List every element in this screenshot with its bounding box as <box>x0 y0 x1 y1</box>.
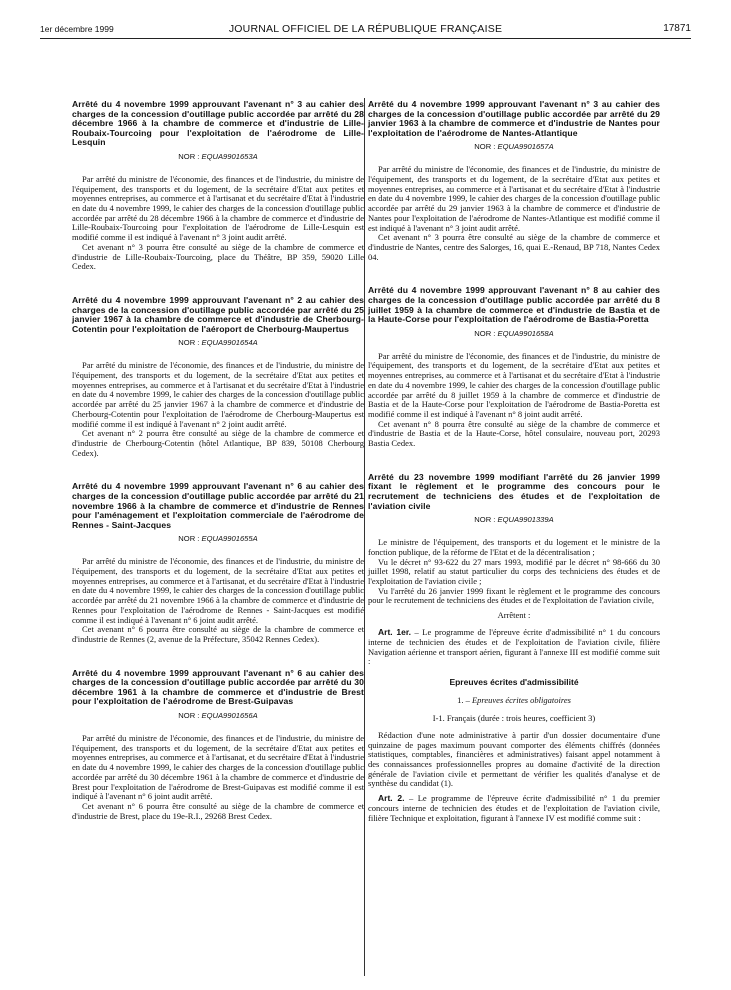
arretent-label: Arrêtent : <box>497 610 531 621</box>
decree-cherbourg <box>72 296 364 458</box>
item-description: Rédaction d'une note administrative à partir d'un dossier documentaire d'une quinzaine de pages maximum pouvant comporter des éléments chiffrés (données statistiques, comptables, financières et administratives) faisant appel notamment à des connaissances professionnelles propres au domaine d'activité de la direction générale de l'aviation civile et permettant de vérifier les qualités d'analyse et de synthèse du candidat (1). <box>368 729 660 789</box>
nor-reference <box>368 142 660 151</box>
nor-label: NOR : <box>474 515 496 525</box>
decree-paragraph: Par arrêté du ministre de l'économie, des finances et de l'industrie, du ministre de l'équipement, des transports et du logement, de la secrétaire d'Etat aux petites et moyennes entreprises, au commerce et à l'artisanat et du secrétaire d'Etat à l'industrie en date du 4 novembre 1999, le cahier des charges de la concession d'outillage public accordée par arrêté du 29 janvier 1963 à la chambre de commerce et d'industrie de Nantes pour l'exploitation de l'aérodrome de Nantes-Atlantique est modifié comme il est indiqué à l'avenant n° 3 joint audit arrêté. <box>368 164 660 233</box>
article-1-label: Art. 1er. <box>378 627 412 638</box>
article-1-text: – Le programme de l'épreuve écrite d'admissibilité n° 1 du concours interne de technicien des études et de l'exploitation de l'aviation civile, filière Navigation aérienne et transport aérien, figurant à l'annexe III est modifié comme suit : <box>368 627 661 667</box>
nor-reference <box>368 329 660 338</box>
decree-paragraph: Par arrêté du ministre de l'économie, des finances et de l'industrie, du ministre de l'équipement, des transports et du logement, de la secrétaire d'Etat aux petites et moyennes entreprises, au commerce et à l'artisanat et du secrétaire d'Etat à l'industrie en date du 4 novembre 1999, le cahier des charges de la concession d'outillage public accordée par arrêté du 28 décembre 1966 à la chambre de commerce et d'industrie de Lille-Roubaix-Tourcoing pour l'exploitation de l'aérodrome de Lille-Lesquin est modifié comme il est indiqué à l'avenant n° 3 joint audit arrêté. <box>72 173 364 243</box>
decree-title: Arrêté du 4 novembre 1999 approuvant l'avenant n° 8 au cahier des charges de la concession d'outillage public accordée par arrêté du 8 juillet 1959 à la chambre de commerce et d'industrie de Bastia et de la Haute-Corse pour l'exploitation de l'aérodrome de Bastia-Poretta <box>368 285 660 325</box>
decree-brest <box>72 669 364 822</box>
preamble-paragraph: Le ministre de l'équipement, des transports et du logement et le ministre de la fonction publique, de la réforme de l'Etat et de la décentralisation ; <box>368 537 660 557</box>
nor-label: NOR : <box>474 328 496 338</box>
nor-code: EQUA9901657A <box>497 142 554 152</box>
nor-label: NOR : <box>178 711 200 721</box>
section-heading <box>368 695 660 705</box>
decree-title: Arrêté du 4 novembre 1999 approuvant l'avenant n° 6 au cahier des charges de la concession d'outillage public accordée par arrêté du 30 décembre 1961 à la chambre de commerce et d'industrie de Brest pour l'exploitation de l'aérodrome de Brest-Guipavas <box>72 667 364 707</box>
nor-label: NOR : <box>178 151 200 161</box>
nor-code: EQUA9901656A <box>201 711 258 721</box>
decree-paragraph: Par arrêté du ministre de l'économie, des finances et de l'industrie, du ministre de l'équipement, des transports et du logement, de la secrétaire d'Etat aux petites et moyennes entreprises, au commerce et à l'artisanat, et du secrétaire d'Etat à l'industrie en date du 4 novembre 1999, le cahier des charges de la concession d'outillage public accordée par arrêté du 21 novembre 1966 à la chambre de commerce et d'industrie de Rennes pour l'exploitation de l'aérodrome de Rennes - Saint-Jacques est modifié comme il est indiqué à l'avenant n° 6 joint audit arrêté. <box>72 556 364 625</box>
nor-code: EQUA9901654A <box>201 338 258 348</box>
visa-paragraph: Vu le décret n° 93-622 du 27 mars 1993, modifié par le décret n° 98-666 du 30 juillet 1998, relatif au statut particulier du corps des techniciens des études et de l'exploitation de l'aviation civile ; <box>368 556 660 586</box>
decree-title: Arrêté du 4 novembre 1999 approuvant l'avenant n° 2 au cahier des charges de la concession d'outillage public accordée par arrêté du 25 janvier 1967 à la chambre de commerce et d'industrie de Cherbourg-Cotentin pour l'exploitation de l'aéroport de Cherbourg-Maupertus <box>72 295 364 334</box>
decree-title: Arrêté du 23 novembre 1999 modifiant l'arrêté du 26 janvier 1999 fixant le règlement et le programme des concours pour le recrutement de techniciens des études et de l'exploitation de l'aviation civile <box>368 471 660 511</box>
right-column <box>368 100 660 823</box>
nor-code: EQUA9901339A <box>497 515 554 525</box>
decree-rennes <box>72 482 364 644</box>
decree-paragraph: Par arrêté du ministre de l'économie, des finances et de l'industrie, du ministre de l'équipement, des transports et du logement, de la secrétaire d'Etat aux petites et moyennes entreprises, au commerce et à l'artisanat et du secrétaire d'Etat à l'industrie en date du 4 novembre 1999, le cahier des charges de la concession d'outillage public accordée par arrêté du 8 juillet 1959 à la chambre de commerce et d'industrie de Bastia et de la Haute-Corse pour l'exploitation de l'aérodrome de Bastia-Poretta est modifié comme il est indiqué à l'avenant n° 8 joint audit arrêté. <box>368 350 660 419</box>
nor-reference <box>72 152 364 161</box>
nor-label: NOR : <box>474 142 496 152</box>
decree-title: Arrêté du 4 novembre 1999 approuvant l'avenant n° 6 au cahier des charges de la concession d'outillage public accordée par arrêté du 21 novembre 1966 à la chambre de commerce et d'industrie de Rennes pour l'aménagement et l'exploitation commerciale de l'aérodrome de Rennes - Saint-Jacques <box>72 481 364 530</box>
decree-lille <box>72 100 364 272</box>
nor-code: EQUA9901655A <box>201 534 258 544</box>
nor-reference <box>72 534 364 543</box>
page-header <box>40 22 691 39</box>
article-2 <box>368 794 660 823</box>
column-divider <box>364 98 365 976</box>
left-column <box>72 100 364 821</box>
article-2-label: Art. 2. <box>378 793 405 804</box>
decree-bastia <box>368 286 660 448</box>
decree-paragraph: Cet avenant n° 2 pourra être consulté au siège de la chambre de commerce et d'industrie de Cherbourg-Cotentin (hôtel Atlantique, BP 839, 50108 Cherbourg Cedex). <box>72 428 364 458</box>
decree-title: Arrêté du 4 novembre 1999 approuvant l'avenant n° 3 au cahier des charges de la concession d'outillage public accordée par arrêté du 28 décembre 1966 à la chambre de commerce et d'industrie de Lille-Roubaix-Tourcoing pour l'exploitation de l'aérodrome de Lille-Lesquin <box>72 99 364 148</box>
article-2-text: – Le programme de l'épreuve écrite d'admissibilité n° 1 du premier concours interne de technicien des études et de l'exploitation de l'aviation civile, filière Technique et exploitation, figurant à l'annexe IV est modifié comme suit : <box>368 793 661 823</box>
nor-reference <box>72 338 364 347</box>
nor-code: EQUA9901658A <box>497 328 554 338</box>
article-1 <box>368 628 660 667</box>
decree-paragraph: Par arrêté du ministre de l'économie, des finances et de l'industrie, du ministre de l'équipement, des transports et du logement, de la secrétaire d'Etat aux petites et moyennes entreprises, au commerce et à l'artisanat et du secrétaire d'Etat à l'industrie en date du 4 novembre 1999, le cahier des charges de la concession d'outillage public accordée par arrêté du 25 janvier 1967 à la chambre de commerce et d'industrie de Cherbourg-Cotentin pour l'exploitation de l'aérodrome de Cherbourg-Maupertus est modifié comme il est indiqué à l'avenant n° 2 joint audit arrêté. <box>72 360 364 429</box>
nor-label: NOR : <box>178 338 200 348</box>
epreuves-heading: Epreuves écrites d'admissibilité <box>449 676 579 687</box>
page-number: 17871 <box>663 23 691 34</box>
issue-date: 1er décembre 1999 <box>40 24 114 34</box>
decree-paragraph: Cet avenant n° 6 pourra être consulté au siège de la chambre de commerce et d'industrie de Brest, place du 19e-R.I., 29268 Brest Cedex. <box>72 801 364 821</box>
decree-paragraph: Par arrêté du ministre de l'économie, des finances et de l'industrie, du ministre de l'équipement, des transports et du logement, de la secrétaire d'Etat aux petites et moyennes entreprises, au commerce et à l'artisanat, et du secrétaire d'Etat à l'industrie en date du 4 novembre 1999, le cahier des charges de la concession d'outillage public accordée par arrêté du 30 décembre 1961 à la chambre de commerce et d'industrie de Brest pour l'exploitation de l'aérodrome de Brest-Guipavas est modifié comme il est indiqué à l'avenant n° 6 joint audit arrêté. <box>72 733 364 802</box>
decree-paragraph: Cet avenant n° 6 pourra être consulté au siège de la chambre de commerce et d'industrie de Rennes (2, avenue de la Préfecture, 35042 Rennes Cedex). <box>72 624 364 644</box>
decree-paragraph: Cet avenant n° 8 pourra être consulté au siège de la chambre de commerce et d'industrie de Bastia et de la Haute-Corse, hôtel consulaire, nouveau port, 20293 Bastia Cedex. <box>368 418 660 449</box>
section-number: 1. – <box>457 694 472 705</box>
decree-paragraph: Cet avenant n° 3 pourra être consulté au siège de la chambre de commerce et d'industrie de Lille-Roubaix-Tourcoing, place du Théâtre, BP 359, 59020 Lille Cedex. <box>72 241 364 272</box>
nor-label: NOR : <box>178 534 200 544</box>
nor-code: EQUA9901653A <box>201 151 258 161</box>
nor-reference <box>368 515 660 524</box>
nor-reference <box>72 711 364 720</box>
decree-aviation-civile <box>368 473 660 823</box>
journal-title: JOURNAL OFFICIEL DE LA RÉPUBLIQUE FRANÇAISE <box>228 23 503 35</box>
decree-title: Arrêté du 4 novembre 1999 approuvant l'avenant n° 3 au cahier des charges de la concession d'outillage public accordée par arrêté du 29 janvier 1963 à la chambre de commerce et d'industrie de Nantes pour l'exploitation de l'aérodrome de Nantes-Atlantique <box>368 99 660 138</box>
decree-paragraph: Cet avenant n° 3 pourra être consulté au siège de la chambre de commerce et d'industrie de Nantes, centre des Salorges, 16, quai E.-Renaud, BP 718, Nantes Cedex 04. <box>368 232 660 262</box>
visa-paragraph: Vu l'arrêté du 26 janvier 1999 fixant le règlement et le programme des concours pour le recrutement de techniciens des études et de l'exploitation de l'aviation civile, <box>368 585 660 606</box>
item-heading: I-1. Français (durée : trois heures, coefficient 3) <box>432 712 596 723</box>
decree-nantes <box>368 100 660 262</box>
section-title: Epreuves écrites obligatoires <box>471 694 571 705</box>
